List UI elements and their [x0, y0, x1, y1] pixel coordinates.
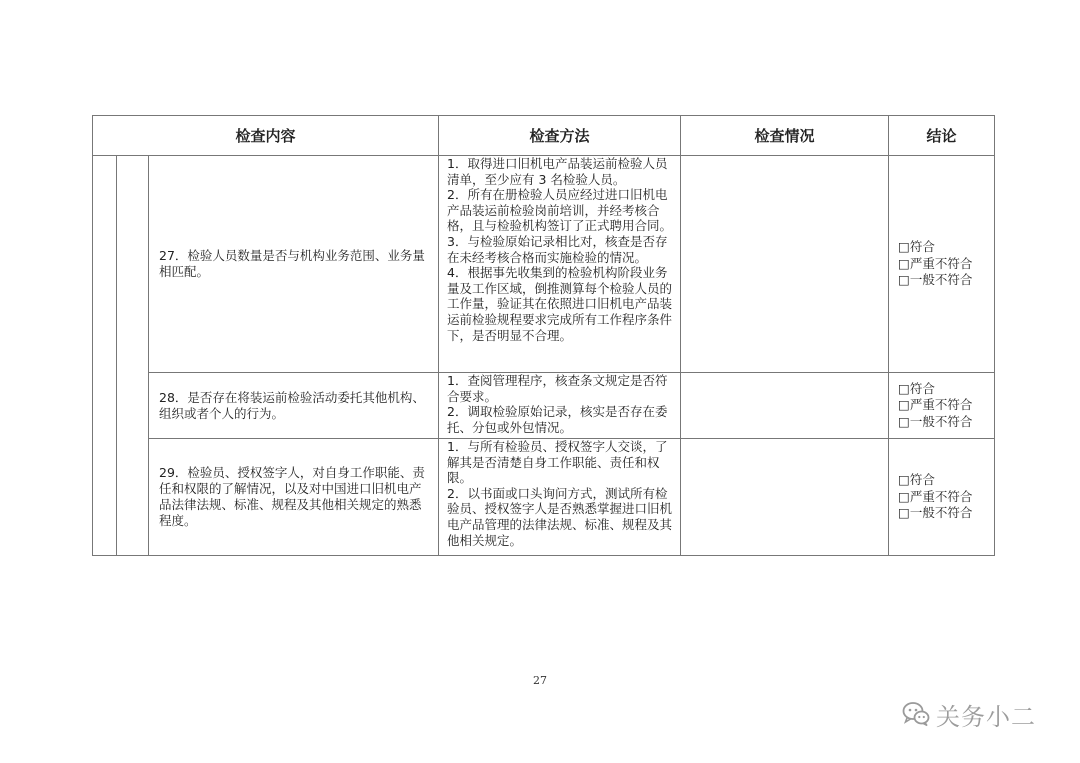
check-method-cell — [439, 439, 681, 556]
header-conclusion: 结论 — [889, 116, 995, 156]
option-serious-nonconform[interactable]: □严重不符合 — [898, 255, 973, 271]
watermark-text: 关务小二 — [936, 702, 1036, 731]
option-conform[interactable]: □符合 — [898, 239, 935, 255]
header-check-method: 检查方法 — [439, 116, 681, 156]
method-step: 4．根据事先收集到的检验机构阶段业务量及工作区域，倒推测算每个检验人员的工作量，验证其在依照进口旧机电产品装运前检验规程要求完成所有工作程序条件下，是否明显不合理。 — [447, 265, 673, 343]
check-method-cell — [439, 156, 681, 373]
table-row — [93, 373, 995, 439]
option-general-nonconform[interactable]: □一般不符合 — [898, 505, 973, 521]
check-situation-cell[interactable] — [681, 439, 889, 556]
option-conform[interactable]: □符合 — [898, 472, 935, 488]
table-row — [93, 439, 995, 556]
method-step: 1．取得进口旧机电产品装运前检验人员清单，至少应有 3 名检验人员。 — [447, 156, 668, 187]
check-content-cell: 28．是否存在将装运前检验活动委托其他机构、组织或者个人的行为。 — [149, 373, 439, 439]
check-content-cell: 29．检验员、授权签字人，对自身工作职能、责任和权限的了解情况，以及对中国进口旧机电产品法律法规、标准、规程及其他相关规定的熟悉程度。 — [149, 439, 439, 556]
option-serious-nonconform[interactable]: □严重不符合 — [898, 397, 973, 413]
check-situation-cell[interactable] — [681, 373, 889, 439]
second-gutter-cell — [117, 156, 149, 556]
wechat-icon — [902, 701, 930, 727]
method-step: 2．调取检验原始记录，核实是否存在委托、分包或外包情况。 — [447, 404, 668, 435]
table-header-row — [93, 116, 995, 156]
method-step: 2．所有在册检验人员应经过进口旧机电产品装运前检验岗前培训，并经考核合格，且与检验机构签订了正式聘用合同。 — [447, 187, 673, 234]
table-row — [93, 156, 995, 373]
method-step: 2．以书面或口头询问方式，测试所有检验员、授权签字人是否熟悉掌握进口旧机电产品管理的法律法规、标准、规程及其他相关规定。 — [447, 485, 673, 548]
watermark — [902, 697, 1036, 731]
left-gutter-cell — [93, 156, 117, 556]
header-check-content: 检查内容 — [93, 116, 439, 156]
option-general-nonconform[interactable]: □一般不符合 — [898, 272, 973, 288]
method-step: 1．查阅管理程序，核查条文规定是否符合要求。 — [447, 373, 668, 404]
page-number: 27 — [533, 674, 547, 687]
check-content-cell: 27．检验人员数量是否与机构业务范围、业务量相匹配。 — [149, 156, 439, 373]
conclusion-cell — [889, 373, 995, 439]
inspection-table — [92, 115, 995, 556]
header-check-situation: 检查情况 — [681, 116, 889, 156]
conclusion-cell — [889, 439, 995, 556]
check-situation-cell[interactable] — [681, 156, 889, 373]
option-conform[interactable]: □符合 — [898, 380, 935, 396]
method-step: 1．与所有检验员、授权签字人交谈，了解其是否清楚自身工作职能、责任和权限。 — [447, 439, 668, 486]
option-general-nonconform[interactable]: □一般不符合 — [898, 413, 973, 429]
conclusion-cell — [889, 156, 995, 373]
inspection-table-container — [92, 115, 994, 556]
method-step: 3．与检验原始记录相比对，核查是否存在未经考核合格而实施检验的情况。 — [447, 233, 668, 265]
check-method-cell — [439, 373, 681, 439]
option-serious-nonconform[interactable]: □严重不符合 — [898, 488, 973, 504]
